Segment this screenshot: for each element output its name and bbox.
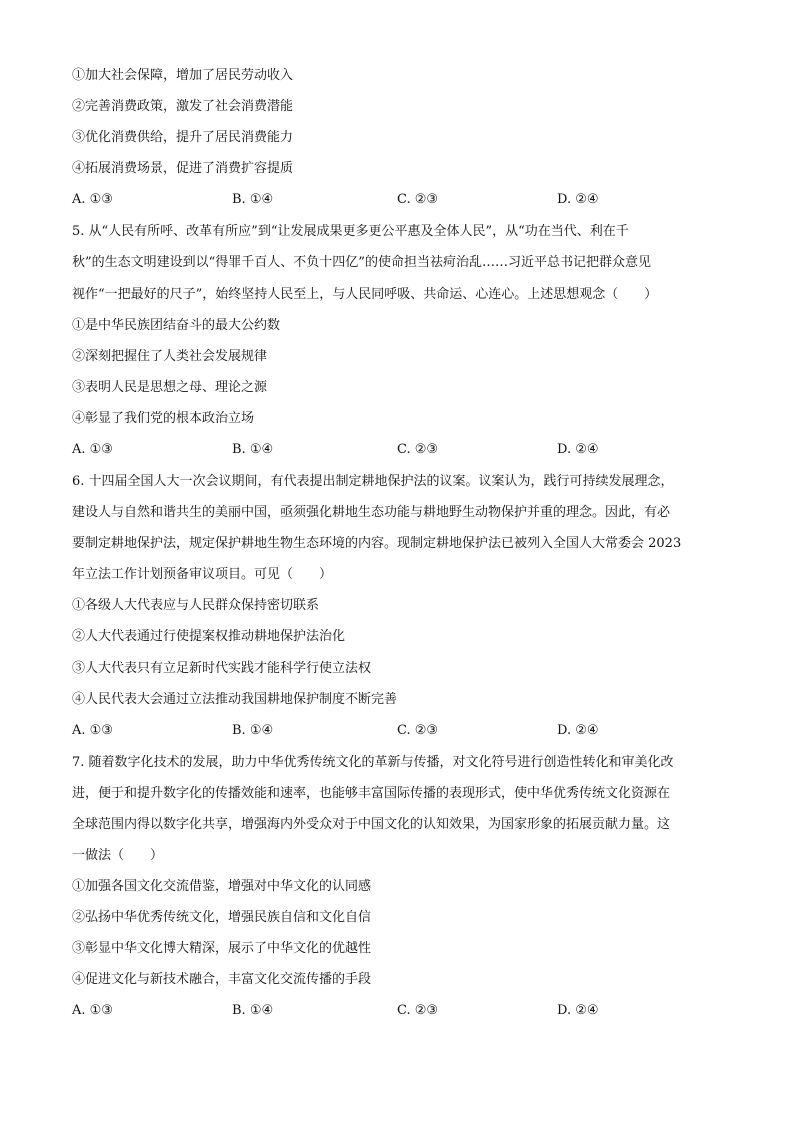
q4-option-4: ④拓展消费场景，促进了消费扩容提质 — [72, 161, 294, 176]
q5-choice-c: C. ②③ — [397, 442, 439, 457]
q4-option-2: ②完善消费政策，激发了社会消费潜能 — [72, 99, 294, 114]
q7-stem-line-3: 全球范围内得以数字化共享，增强海内外受众对于中国文化的认知效果，为国家形象的拓展贡献力量。这 — [72, 817, 671, 832]
q7-choices — [72, 1001, 722, 1021]
q6-option-4: ④人民代表大会通过立法推动我国耕地保护制度不断完善 — [72, 692, 398, 707]
q7-option-1: ①加强各国文化交流借鉴，增强对中华文化的认同感 — [72, 879, 372, 894]
q5-choice-a: A. ①③ — [72, 442, 113, 457]
q6-choice-b: B. ①④ — [232, 723, 274, 738]
q4-choices — [72, 190, 722, 210]
q6-choice-c: C. ②③ — [397, 723, 439, 738]
q5-stem-line-2: 秋”的生态文明建设到以“得罪千百人、不负十四亿”的使命担当祛疴治乱……习近平总书记把群众意见 — [72, 255, 651, 270]
q5-option-4: ④彰显了我们党的根本政治立场 — [72, 411, 255, 426]
q6-option-1: ①各级人大代表应与人民群众保持密切联系 — [72, 598, 320, 613]
q7-choice-d: D. ②④ — [557, 1003, 599, 1018]
q6-choice-d: D. ②④ — [557, 723, 599, 738]
q4-choice-a: A. ①③ — [72, 192, 113, 207]
q7-choice-b: B. ①④ — [232, 1003, 274, 1018]
q7-stem-line-4: 一做法（ ） — [72, 848, 164, 863]
q6-option-2: ②人大代表通过行使提案权推动耕地保护法治化 — [72, 629, 346, 644]
q6-stem-line-2: 建设人与自然和谐共生的美丽中国，亟须强化耕地生态功能与耕地野生动物保护并重的理念。因此，有必 — [72, 505, 671, 520]
q5-option-1: ①是中华民族团结奋斗的最大公约数 — [72, 318, 281, 333]
q5-stem-line-1: 5. 从“人民有所呼、改革有所应”到“让发展成果更多更公平惠及全体人民”，从“功在当代、利在千 — [72, 224, 629, 239]
q4-option-3: ③优化消费供给，提升了居民消费能力 — [72, 130, 294, 145]
q6-choice-a: A. ①③ — [72, 723, 113, 738]
q5-choice-b: B. ①④ — [232, 442, 274, 457]
q7-choice-c: C. ②③ — [397, 1003, 439, 1018]
q6-stem-line-3: 要制定耕地保护法，规定保护耕地生物生态环境的内容。现制定耕地保护法已被列入全国人大常委会 2023 — [72, 536, 682, 551]
q4-choice-b: B. ①④ — [232, 192, 274, 207]
q5-stem-line-3: 视作“一把最好的尺子”，始终坚持人民至上，与人民同呼吸、共命运、心连心。上述思想观念（ ） — [72, 287, 658, 302]
q4-choice-c: C. ②③ — [397, 192, 439, 207]
q4-choice-d: D. ②④ — [557, 192, 599, 207]
q4-option-1: ①加大社会保障，增加了居民劳动收入 — [72, 68, 294, 83]
q5-choices — [72, 440, 722, 460]
q7-option-3: ③彰显中华文化博大精深，展示了中华文化的优越性 — [72, 941, 372, 956]
q6-stem-line-1: 6. 十四届全国人大一次会议期间，有代表提出制定耕地保护法的议案。议案认为，践行可持续发展理念， — [72, 474, 674, 489]
q5-option-2: ②深刻把握住了人类社会发展规律 — [72, 349, 268, 364]
q7-stem-line-2: 进，便于和提升数字化的传播效能和速率，也能够丰富国际传播的表现形式，使中华优秀传统文化资源在 — [72, 786, 671, 801]
q5-choice-d: D. ②④ — [557, 442, 599, 457]
q6-option-3: ③人大代表只有立足新时代实践才能科学行使立法权 — [72, 661, 372, 676]
q5-option-3: ③表明人民是思想之母、理论之源 — [72, 380, 268, 395]
q6-stem-line-4: 年立法工作计划预备审议项目。可见（ ） — [72, 567, 333, 582]
q7-option-2: ②弘扬中华优秀传统文化，增强民族自信和文化自信 — [72, 910, 372, 925]
q7-choice-a: A. ①③ — [72, 1003, 113, 1018]
q7-option-4: ④促进文化与新技术融合，丰富文化交流传播的手段 — [72, 972, 372, 987]
q7-stem-line-1: 7. 随着数字化技术的发展，助力中华优秀传统文化的革新与传播，对文化符号进行创造性转化和审美化改 — [72, 755, 674, 770]
q6-choices — [72, 721, 722, 741]
